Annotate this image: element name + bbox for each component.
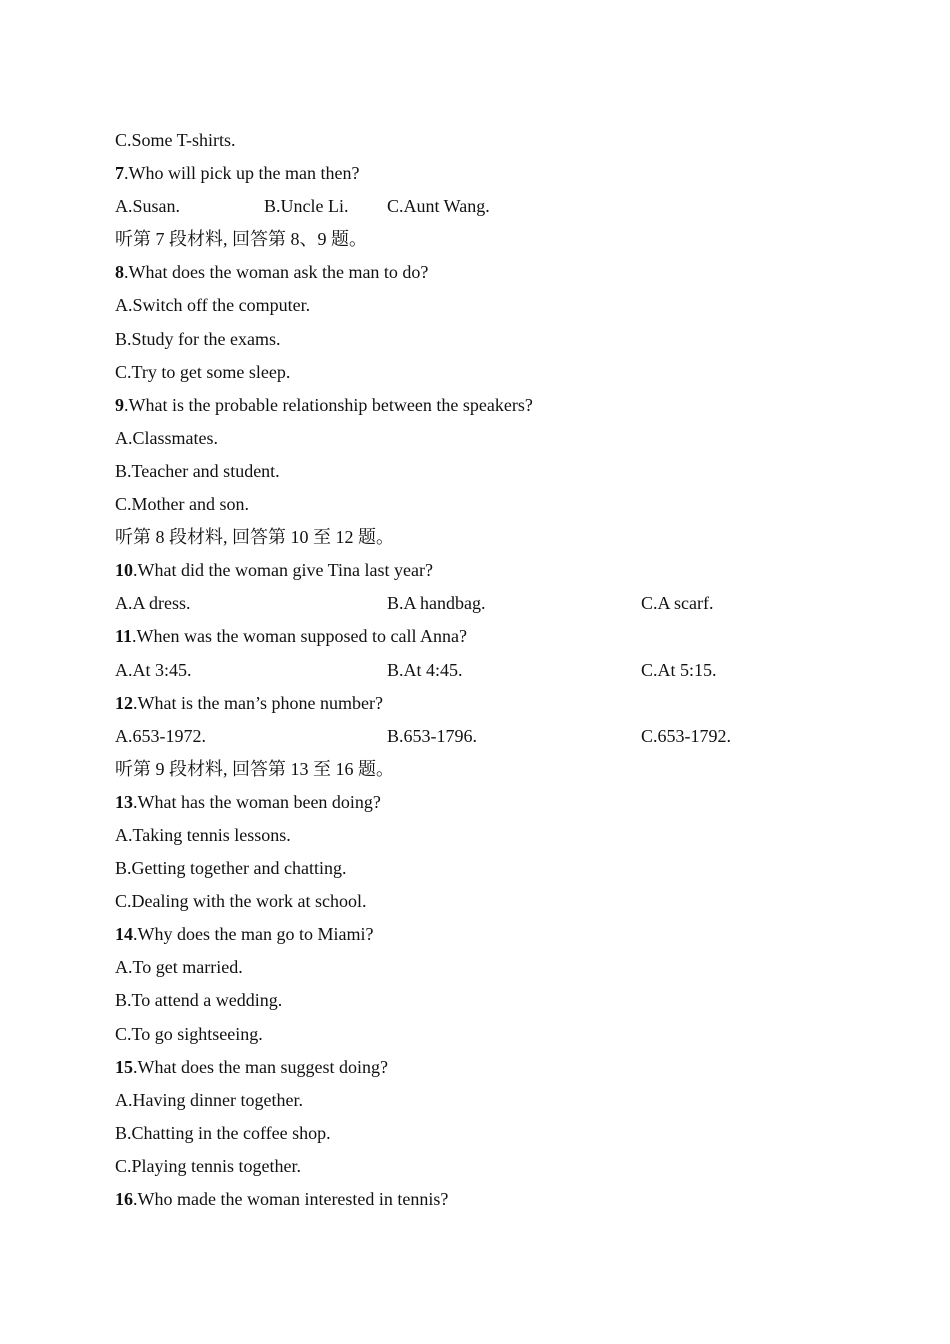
- answer-option: A.Classmates.: [115, 427, 218, 448]
- answer-option: B.At 4:45.: [387, 659, 463, 680]
- question-text: .What is the man’s phone number?: [133, 692, 383, 713]
- question-number: 13: [115, 791, 133, 812]
- answer-option: C.653-1792.: [641, 725, 731, 746]
- question-12: [115, 687, 835, 720]
- question-number: 7: [115, 163, 124, 184]
- question-11: [115, 620, 835, 653]
- answer-option: A.653-1972.: [115, 725, 206, 746]
- question-14: [115, 918, 835, 951]
- question-text: .Why does the man go to Miami?: [133, 924, 374, 945]
- question-text: .What has the woman been doing?: [133, 791, 381, 812]
- answer-option: B.Teacher and student.: [115, 460, 280, 481]
- question-text: .What does the man suggest doing?: [133, 1056, 388, 1077]
- answer-option: A.Switch off the computer.: [115, 295, 311, 316]
- question-text: .Who made the woman interested in tennis?: [133, 1189, 449, 1209]
- question-number: 11: [115, 626, 133, 647]
- section-heading: 听第 7 段材料, 回答第 8、9 题。: [115, 229, 367, 250]
- answer-option: B.A handbag.: [387, 593, 486, 614]
- question-number: 12: [115, 692, 133, 713]
- answer-option: C.Aunt Wang.: [387, 196, 490, 217]
- question-8: [115, 256, 835, 289]
- question-16: [115, 1183, 835, 1216]
- answer-option: B.Uncle Li.: [264, 196, 349, 217]
- answer-option: B.Getting together and chatting.: [115, 858, 347, 879]
- question-text: .What is the probable relationship between the speakers?: [124, 394, 533, 415]
- question-text: .When was the woman supposed to call Anna?: [132, 626, 467, 647]
- answer-options-row: [115, 190, 835, 223]
- question-15: [115, 1051, 835, 1084]
- answer-option: B.653-1796.: [387, 725, 477, 746]
- section-heading: 听第 9 段材料, 回答第 13 至 16 题。: [115, 758, 394, 779]
- question-13: [115, 786, 835, 819]
- exam-content: [115, 124, 835, 1216]
- answer-options-row: [115, 587, 835, 620]
- answer-option: C.Dealing with the work at school.: [115, 891, 367, 912]
- question-text: .What did the woman give Tina last year?: [133, 560, 433, 581]
- question-number: 15: [115, 1056, 133, 1077]
- question-text: .What does the woman ask the man to do?: [124, 262, 429, 283]
- answer-options-row: [115, 654, 835, 687]
- answer-option: A.Having dinner together.: [115, 1089, 303, 1110]
- answer-option: C.A scarf.: [641, 593, 714, 614]
- question-number: 8: [115, 262, 124, 283]
- question-number: 16: [115, 1189, 133, 1209]
- question-9: [115, 389, 835, 422]
- answer-option: A.Taking tennis lessons.: [115, 824, 291, 845]
- answer-option: C.To go sightseeing.: [115, 1023, 263, 1044]
- answer-option: A.A dress.: [115, 593, 191, 614]
- answer-option: B.Chatting in the coffee shop.: [115, 1122, 331, 1143]
- question-7: [115, 157, 835, 190]
- answer-option: C.Some T-shirts.: [115, 130, 236, 150]
- section-heading: 听第 8 段材料, 回答第 10 至 12 题。: [115, 527, 394, 548]
- answer-option: A.At 3:45.: [115, 659, 192, 680]
- question-number: 10: [115, 560, 133, 581]
- answer-option: B.To attend a wedding.: [115, 990, 283, 1011]
- answer-option: A.Susan.: [115, 196, 181, 217]
- answer-option: C.Mother and son.: [115, 494, 249, 515]
- answer-option: A.To get married.: [115, 957, 243, 978]
- question-number: 9: [115, 394, 124, 415]
- answer-option: C.At 5:15.: [641, 659, 717, 680]
- answer-options-row: [115, 720, 835, 753]
- question-10: [115, 554, 835, 587]
- answer-option: B.Study for the exams.: [115, 328, 281, 349]
- question-text: .Who will pick up the man then?: [124, 163, 360, 184]
- answer-option: C.Try to get some sleep.: [115, 361, 291, 382]
- answer-option: C.Playing tennis together.: [115, 1155, 301, 1176]
- question-number: 14: [115, 924, 133, 945]
